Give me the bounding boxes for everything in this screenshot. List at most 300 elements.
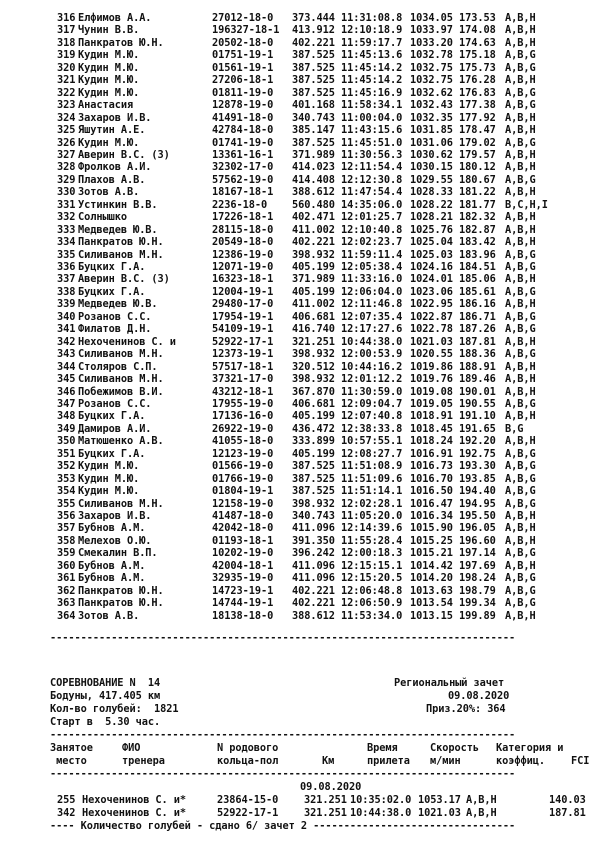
cell-coef: 181.77: [459, 198, 496, 211]
cell-coef: 193.30: [459, 460, 496, 473]
cell-ring: 17955-19-0: [212, 397, 274, 410]
cell-ring: 28115-18-0: [212, 223, 274, 236]
cell-trainer: Дамиров А.И.: [78, 422, 152, 435]
cell-coef: 198.24: [459, 572, 496, 585]
cell-trainer: Силиванов М.Н.: [78, 497, 164, 510]
cell-coef: 194.40: [459, 485, 496, 498]
cell-time: 12:15:20.5: [341, 572, 403, 585]
cell-speed: 1028.33: [410, 186, 453, 199]
cell-ring: 12004-19-1: [212, 285, 274, 298]
cell-place: 316: [57, 12, 76, 24]
group-date: 09.08.2020: [300, 781, 362, 793]
cell-coef: 177.38: [459, 99, 496, 112]
cell-time: 12:15:15.1: [341, 559, 403, 572]
col-km-header: Км: [322, 755, 335, 767]
header-separator-bottom: ----------------------------------------------------------------------------: [50, 768, 516, 780]
cell-time: 12:06:48.8: [341, 584, 403, 597]
cell-coef: 191.10: [459, 410, 496, 423]
cell-time: 12:07:35.4: [341, 310, 403, 323]
cell-coef: 187.81: [459, 335, 496, 348]
cell-category: А,В,Н: [466, 794, 497, 806]
cell-trainer: Яшутин А.Е.: [78, 124, 146, 137]
cell-time: 11:53:34.0: [341, 609, 403, 622]
cell-km: 333.899: [292, 435, 335, 448]
cell-km: 340.743: [292, 111, 335, 124]
cell-trainer: Силиванов М.Н.: [78, 248, 164, 261]
cell-ring: 01561-19-1: [212, 61, 274, 74]
cell-place: 364: [57, 609, 76, 622]
cell-trainer: Елфимов А.А.: [78, 12, 152, 24]
cell-km: 405.199: [292, 285, 335, 298]
cell-time: 11:51:08.9: [341, 460, 403, 473]
cell-trainer: Филатов Д.Н.: [78, 323, 152, 336]
cell-ring: 01751-19-1: [212, 49, 274, 62]
cell-km: 388.612: [292, 186, 335, 199]
cell-coef: 188.91: [459, 360, 496, 373]
cell-category: А,В,G: [505, 323, 536, 336]
cell-ring: 01193-18-1: [212, 534, 274, 547]
cell-km: 402.471: [292, 211, 335, 224]
cell-trainer: Кудин М.Ю.: [78, 86, 140, 99]
cell-speed: 1031.06: [410, 136, 453, 149]
cell-time: 12:17:27.6: [341, 323, 403, 336]
cell-coef: 183.42: [459, 236, 496, 249]
cell-coef: 181.22: [459, 186, 496, 199]
cell-coef: 185.61: [459, 285, 496, 298]
cell-time: 10:44:38.0: [350, 807, 412, 819]
cell-km: 406.681: [292, 310, 335, 323]
cell-time: 12:00:53.9: [341, 348, 403, 361]
cell-km: 398.932: [292, 373, 335, 386]
cell-speed: 1013.54: [410, 597, 453, 610]
cell-km: 385.147: [292, 124, 335, 137]
cell-time: 11:33:16.0: [341, 273, 403, 286]
cell-category: А,В,G: [505, 310, 536, 323]
cell-km: 411.002: [292, 298, 335, 311]
cell-time: 12:07:40.8: [341, 410, 403, 423]
cell-km: 405.199: [292, 261, 335, 273]
cell-ring: 42004-18-1: [212, 559, 274, 572]
cell-place: 340: [57, 310, 76, 323]
cell-speed: 1019.86: [410, 360, 453, 373]
cell-speed: 1024.01: [410, 273, 453, 286]
cell-km: 406.681: [292, 397, 335, 410]
cell-category: А,В,Н: [505, 335, 536, 348]
cell-km: 371.989: [292, 273, 335, 286]
cell-place: 352: [57, 460, 76, 473]
competition-type: Региональный зачет: [394, 677, 505, 689]
cell-trainer: Силиванов М.Н.: [78, 348, 164, 361]
cell-place: 326: [57, 136, 76, 149]
cell-category: А,В,G: [505, 49, 536, 62]
cell-time: 12:00:18.3: [341, 547, 403, 560]
cell-ring: 20502-18-0: [212, 36, 274, 49]
cell-speed: 1015.21: [410, 547, 453, 560]
cell-coef: 188.36: [459, 348, 496, 361]
competition-date: 09.08.2020: [448, 690, 510, 702]
cell-time: 12:02:28.1: [341, 497, 403, 510]
cell-category: А,В,Н: [505, 24, 536, 37]
cell-ring: 42042-18-0: [212, 522, 274, 535]
cell-trainer: Чунин В.В.: [78, 24, 140, 37]
cell-fci: 140.03: [549, 794, 586, 806]
cell-time: 12:08:27.7: [341, 447, 403, 460]
cell-ring: 41491-18-0: [212, 111, 274, 124]
cell-ring: 01804-19-1: [212, 485, 274, 498]
cell-km: 398.932: [292, 348, 335, 361]
cell-speed: 1013.63: [410, 584, 453, 597]
col-cat-header: Категория и коэффиц.: [496, 742, 564, 767]
cell-category: А,В,G: [505, 348, 536, 361]
cell-ring: 13361-16-1: [212, 148, 274, 161]
cell-place: 255: [57, 794, 76, 806]
cell-ring: 01566-19-0: [212, 460, 274, 473]
cell-category: А,В,Н: [505, 298, 536, 311]
cell-ring: 01766-19-0: [212, 472, 274, 485]
cell-ring: 10202-19-0: [212, 547, 274, 560]
cell-category: А,В,Н: [505, 186, 536, 199]
cell-speed: 1020.55: [410, 348, 453, 361]
cell-category: А,В,Н: [505, 111, 536, 124]
cell-coef: 196.60: [459, 534, 496, 547]
cell-trainer: Кудин М.Ю.: [78, 460, 140, 473]
cell-category: А,В,G: [505, 285, 536, 298]
cell-km: 411.096: [292, 522, 335, 535]
cell-trainer: Бубнов А.М.: [78, 522, 146, 535]
cell-coef: 199.89: [459, 609, 496, 622]
cell-km: 321.251: [292, 335, 335, 348]
cell-trainer: Кудин М.Ю.: [78, 472, 140, 485]
cell-time: 11:30:56.3: [341, 148, 403, 161]
cell-place: 343: [57, 348, 76, 361]
cell-trainer: Панкратов Ю.Н.: [78, 36, 164, 49]
cell-speed: 1019.76: [410, 373, 453, 386]
cell-coef: 175.73: [459, 61, 496, 74]
cell-coef: 180.12: [459, 161, 496, 174]
cell-category: А,В,G: [505, 497, 536, 510]
cell-ring: 27206-18-1: [212, 74, 274, 87]
cell-coef: 174.63: [459, 36, 496, 49]
cell-ring: 12386-19-0: [212, 248, 274, 261]
cell-km: 340.743: [292, 510, 335, 522]
cell-time: 11:45:14.2: [341, 74, 403, 87]
col-place-header: Занятое место: [50, 742, 93, 767]
cell-coef: 186.71: [459, 310, 496, 323]
cell-km: 371.989: [292, 148, 335, 161]
cell-trainer: Буцких Г.А.: [78, 261, 146, 273]
cell-km: 411.002: [292, 223, 335, 236]
cell-coef: 179.57: [459, 148, 496, 161]
cell-trainer: Силиванов М.Н.: [78, 373, 164, 386]
cell-place: 336: [57, 261, 76, 273]
cell-trainer: Буцких Г.А.: [78, 285, 146, 298]
cell-ring: 43212-18-1: [212, 385, 274, 398]
cell-category: В,С,Н,I: [505, 198, 548, 211]
cell-ring: 18167-18-1: [212, 186, 274, 199]
cell-speed: 1021.03: [418, 807, 461, 819]
cell-category: А,В,G: [505, 248, 536, 261]
cell-coef: 182.87: [459, 223, 496, 236]
cell-category: А,В,Н: [505, 385, 536, 398]
cell-coef: 174.08: [459, 24, 496, 37]
cell-time: 12:10:40.8: [341, 223, 403, 236]
cell-place: 328: [57, 161, 76, 174]
cell-category: А,В,G: [505, 597, 536, 610]
cell-place: 362: [57, 584, 76, 597]
cell-time: 11:59:11.4: [341, 248, 403, 261]
cell-place: 347: [57, 397, 76, 410]
cell-ring: 12878-19-0: [212, 99, 274, 112]
cell-time: 10:57:55.1: [341, 435, 403, 448]
cell-speed: 1025.76: [410, 223, 453, 236]
cell-speed: 1022.95: [410, 298, 453, 311]
cell-trainer: Анастасия: [78, 99, 134, 112]
cell-trainer: Аверин В.С. (3): [78, 273, 170, 286]
cell-speed: 1025.04: [410, 236, 453, 249]
cell-km: 398.932: [292, 497, 335, 510]
cell-ring: 52922-17-1: [217, 807, 279, 819]
cell-coef: 184.51: [459, 261, 496, 273]
cell-speed: 1018.24: [410, 435, 453, 448]
cell-speed: 1030.62: [410, 148, 453, 161]
cell-place: 321: [57, 74, 76, 87]
cell-ring: 16323-18-1: [212, 273, 274, 286]
cell-coef: 179.02: [459, 136, 496, 149]
cell-ring: 14744-19-1: [212, 597, 274, 610]
cell-time: 14:35:06.0: [341, 198, 403, 211]
cell-speed: 1019.05: [410, 397, 453, 410]
cell-coef: 187.26: [459, 323, 496, 336]
cell-ring: 27012-18-0: [212, 12, 274, 24]
cell-ring: 17954-19-1: [212, 310, 274, 323]
col-fci-header: FCI: [571, 755, 590, 767]
cell-place: 332: [57, 211, 76, 224]
cell-speed: 1015.90: [410, 522, 453, 535]
cell-speed: 1024.16: [410, 261, 453, 273]
cell-category: А,В,Н: [505, 223, 536, 236]
cell-place: 334: [57, 236, 76, 249]
cell-time: 11:59:17.7: [341, 36, 403, 49]
cell-ring: 23864-15-0: [217, 794, 279, 806]
cell-time: 12:10:18.9: [341, 24, 403, 37]
cell-trainer: Буцких Г.А.: [78, 410, 146, 423]
cell-speed: 1025.03: [410, 248, 453, 261]
cell-place: 342: [57, 807, 76, 819]
cell-place: 356: [57, 510, 76, 522]
cell-place: 324: [57, 111, 76, 124]
cell-category: А,В,Н: [505, 74, 536, 87]
cell-coef: 197.14: [459, 547, 496, 560]
cell-km: 414.023: [292, 161, 335, 174]
cell-time: 11:31:08.8: [341, 12, 403, 24]
cell-km: 320.512: [292, 360, 335, 373]
cell-speed: 1032.75: [410, 61, 453, 74]
cell-trainer: Буцких Г.А.: [78, 447, 146, 460]
cell-ring: 17226-18-1: [212, 211, 274, 224]
cell-speed: 1014.20: [410, 572, 453, 585]
cell-category: А,В,Н: [505, 148, 536, 161]
cell-trainer: Фролков А.И.: [78, 161, 152, 174]
cell-trainer: Устинкин В.В.: [78, 198, 158, 211]
cell-place: 351: [57, 447, 76, 460]
cell-category: А,В,G: [505, 472, 536, 485]
cell-time: 12:38:33.8: [341, 422, 403, 435]
cell-place: 358: [57, 534, 76, 547]
cell-place: 344: [57, 360, 76, 373]
cell-speed: 1016.73: [410, 460, 453, 473]
cell-speed: 1019.08: [410, 385, 453, 398]
cell-km: 387.525: [292, 472, 335, 485]
cell-place: 319: [57, 49, 76, 62]
cell-ring: 41055-18-0: [212, 435, 274, 448]
cell-time: 12:02:23.7: [341, 236, 403, 249]
cell-speed: 1034.05: [410, 12, 453, 24]
cell-km: 416.740: [292, 323, 335, 336]
cell-km: 387.525: [292, 485, 335, 498]
cell-coef: 182.32: [459, 211, 496, 224]
cell-ring: 37321-17-0: [212, 373, 274, 386]
cell-km: 398.932: [292, 248, 335, 261]
cell-trainer: Смекалин В.П.: [78, 547, 158, 560]
cell-place: 360: [57, 559, 76, 572]
cell-category: А,В,G: [505, 173, 536, 186]
cell-km: 411.096: [292, 559, 335, 572]
cell-speed: 1013.15: [410, 609, 453, 622]
cell-trainer: Кудин М.Ю.: [78, 136, 140, 149]
cell-speed: 1028.21: [410, 211, 453, 224]
cell-time: 12:11:54.4: [341, 161, 403, 174]
cell-category: А,В,Н: [505, 360, 536, 373]
cell-place: 333: [57, 223, 76, 236]
cell-category: А,В,Н: [505, 161, 536, 174]
cell-ring: 17136-16-0: [212, 410, 274, 423]
cell-place: 337: [57, 273, 76, 286]
cell-category: А,В,Н: [505, 273, 536, 286]
cell-coef: 177.92: [459, 111, 496, 124]
cell-ring: 41487-18-0: [212, 510, 274, 522]
cell-km: 321.251: [304, 794, 347, 806]
cell-trainer: Побежимов В.И.: [78, 385, 164, 398]
cell-coef: 198.79: [459, 584, 496, 597]
cell-place: 355: [57, 497, 76, 510]
cell-trainer: Розанов С.С.: [78, 397, 152, 410]
cell-speed: 1018.45: [410, 422, 453, 435]
cell-km: 387.525: [292, 61, 335, 74]
cell-place: 327: [57, 148, 76, 161]
cell-time: 11:43:15.6: [341, 124, 403, 137]
cell-place: 318: [57, 36, 76, 49]
separator: ----------------------------------------------------------------------------: [50, 632, 516, 644]
cell-time: 11:47:54.4: [341, 186, 403, 199]
cell-ring: 52922-17-1: [212, 335, 274, 348]
cell-trainer: Медведев Ю.В.: [78, 298, 158, 311]
cell-ring: 42784-18-0: [212, 124, 274, 137]
cell-trainer: Нехоченинов С. и*: [82, 794, 187, 806]
cell-speed: 1015.25: [410, 534, 453, 547]
cell-category: А,В,G: [505, 136, 536, 149]
cell-coef: 199.34: [459, 597, 496, 610]
cell-category: А,В,G: [505, 547, 536, 560]
cell-time: 12:01:12.2: [341, 373, 403, 386]
cell-category: А,В,Н: [505, 609, 536, 622]
cell-speed: 1023.06: [410, 285, 453, 298]
cell-place: 359: [57, 547, 76, 560]
cell-km: 373.444: [292, 12, 335, 24]
start-time: Старт в 5.30 час.: [50, 716, 161, 728]
cell-category: А,В,Н: [505, 36, 536, 49]
cell-category: А,В,G: [505, 261, 536, 273]
cell-km: 405.199: [292, 447, 335, 460]
cell-place: 329: [57, 173, 76, 186]
cell-place: 320: [57, 61, 76, 74]
cell-km: 414.408: [292, 173, 335, 186]
cell-category: А,В,Н: [505, 510, 536, 522]
cell-coef: 190.01: [459, 385, 496, 398]
cell-trainer: Бубнов А.М.: [78, 572, 146, 585]
cell-speed: 1022.87: [410, 310, 453, 323]
cell-ring: 20549-18-0: [212, 236, 274, 249]
cell-ring: 01811-19-0: [212, 86, 274, 99]
cell-time: 11:00:04.0: [341, 111, 403, 124]
cell-time: 12:06:50.9: [341, 597, 403, 610]
cell-category: А,В,G: [505, 397, 536, 410]
cell-time: 12:09:04.7: [341, 397, 403, 410]
cell-category: А,В,Н: [505, 435, 536, 448]
cell-coef: 189.46: [459, 373, 496, 386]
cell-speed: 1031.85: [410, 124, 453, 137]
cell-speed: 1032.43: [410, 99, 453, 112]
cell-speed: 1053.17: [418, 794, 461, 806]
cell-coef: 175.18: [459, 49, 496, 62]
cell-time: 10:44:16.2: [341, 360, 403, 373]
cell-km: 405.199: [292, 410, 335, 423]
cell-category: А,В,G: [505, 447, 536, 460]
cell-place: 339: [57, 298, 76, 311]
cell-km: 396.242: [292, 547, 335, 560]
cell-trainer: Кудин М.Ю.: [78, 74, 140, 87]
prize-count: Приз.20%: 364: [426, 703, 506, 715]
cell-ring: 196327-18-1: [212, 24, 280, 37]
cell-coef: 180.67: [459, 173, 496, 186]
cell-speed: 1021.03: [410, 335, 453, 348]
cell-trainer: Медведев Ю.В.: [78, 223, 158, 236]
cell-time: 12:06:04.0: [341, 285, 403, 298]
cell-category: А,В,Н: [505, 559, 536, 572]
cell-time: 11:51:14.1: [341, 485, 403, 498]
cell-coef: 192.20: [459, 435, 496, 448]
cell-speed: 1032.78: [410, 49, 453, 62]
cell-time: 10:44:38.0: [341, 335, 403, 348]
footer-line: ---- Количество голубей - сдано 6/ зачет 2 ---------------------------------: [50, 820, 516, 832]
cell-category: А,В,Н: [505, 522, 536, 535]
cell-place: 323: [57, 99, 76, 112]
cell-coef: 176.83: [459, 86, 496, 99]
cell-speed: 1033.97: [410, 24, 453, 37]
cell-km: 387.525: [292, 460, 335, 473]
cell-ring: 14723-19-1: [212, 584, 274, 597]
cell-place: 335: [57, 248, 76, 261]
cell-category: В,G: [505, 422, 524, 435]
cell-coef: 176.28: [459, 74, 496, 87]
cell-coef: 186.16: [459, 298, 496, 311]
cell-place: 349: [57, 422, 76, 435]
cell-time: 12:14:39.6: [341, 522, 403, 535]
cell-place: 317: [57, 24, 76, 37]
cell-category: А,В,Н: [505, 373, 536, 386]
cell-category: А,В,G: [505, 584, 536, 597]
cell-ring: 12071-19-0: [212, 261, 274, 273]
cell-trainer: Зотов А.В.: [78, 186, 140, 199]
